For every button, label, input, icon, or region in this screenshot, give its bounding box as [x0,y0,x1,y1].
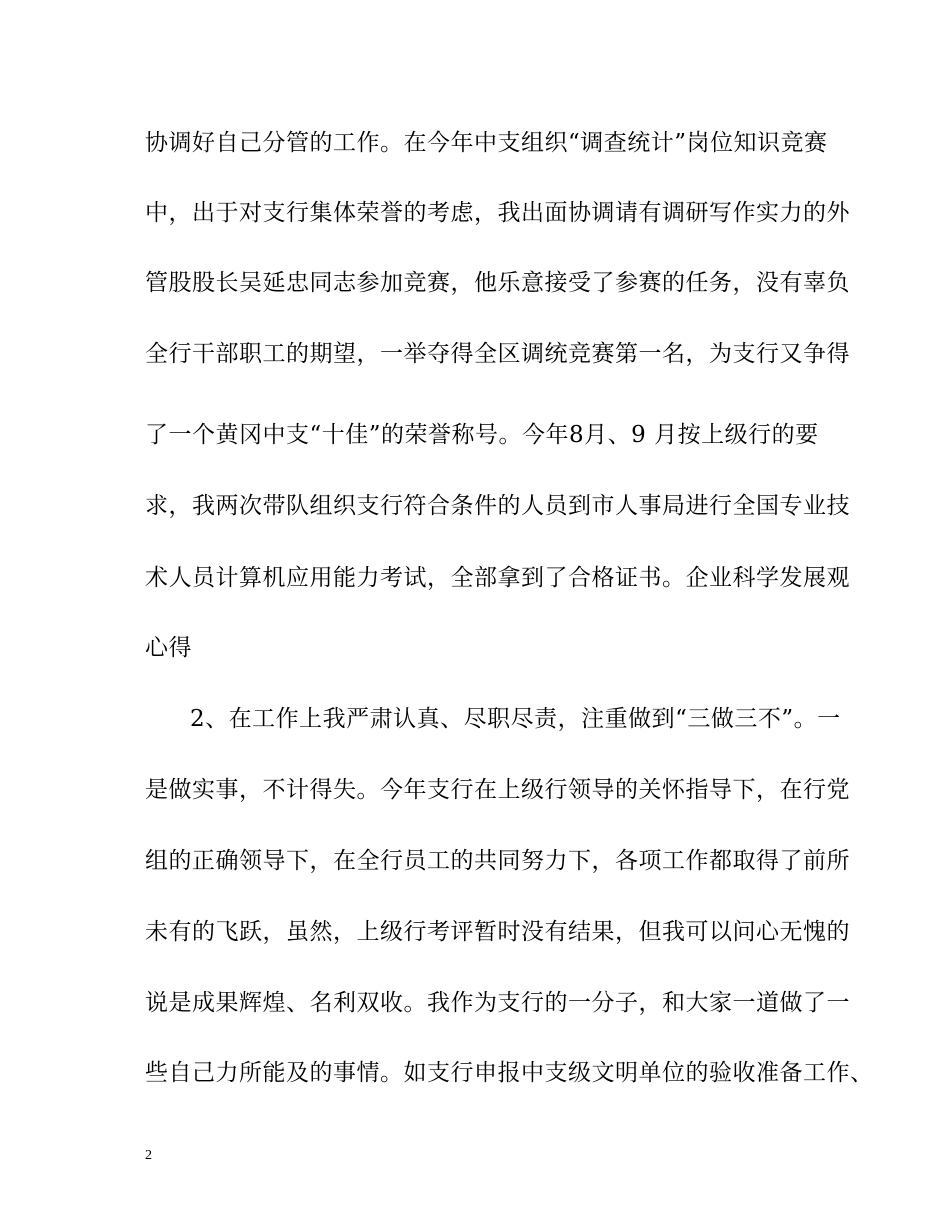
text-line: 组的正确领导下，在全行员工的共同努力下，各项工作都取得了前所 [145,848,850,874]
text-line: 是做实事，不计得失。今年支行在上级行领导的关怀指导下，在行党 [145,777,850,803]
text-line: 术人员计算机应用能力考试，全部拿到了合格证书。企业科学发展观 [145,565,850,591]
paragraph-first-line: 2、在工作上我严肃认真、尽职尽责，注重做到“三做三不”。一 [190,706,841,732]
page-number: 2 [145,1148,152,1163]
text-line: 说是成果辉煌、名利双收。我作为支行的一分子，和大家一道做了一 [145,990,850,1016]
text-line: 中，出于对支行集体荣誉的考虑，我出面协调请有调研写作实力的外 [145,200,850,226]
text-line: 了一个黄冈中支“十佳”的荣誉称号。今年8月、9 月按上级行的要 [145,422,819,448]
text-line: 协调好自己分管的工作。在今年中支组织“调查统计”岗位知识竞赛 [145,130,828,156]
text-line: 心得 [145,635,192,661]
text-line: 求，我两次带队组织支行符合条件的人员到市人事局进行全国专业技 [145,493,850,519]
text-line: 管股股长吴延忠同志参加竞赛，他乐意接受了参赛的任务，没有辜负 [145,270,850,296]
text-line: 全行干部职工的期望，一举夺得全区调统竞赛第一名，为支行又争得 [145,341,850,367]
text-line: 未有的飞跃，虽然，上级行考评暂时没有结果，但我可以问心无愧的 [145,919,850,945]
text-line: 些自己力所能及的事情。如支行申报中支级文明单位的验收准备工作、 [145,1060,874,1086]
